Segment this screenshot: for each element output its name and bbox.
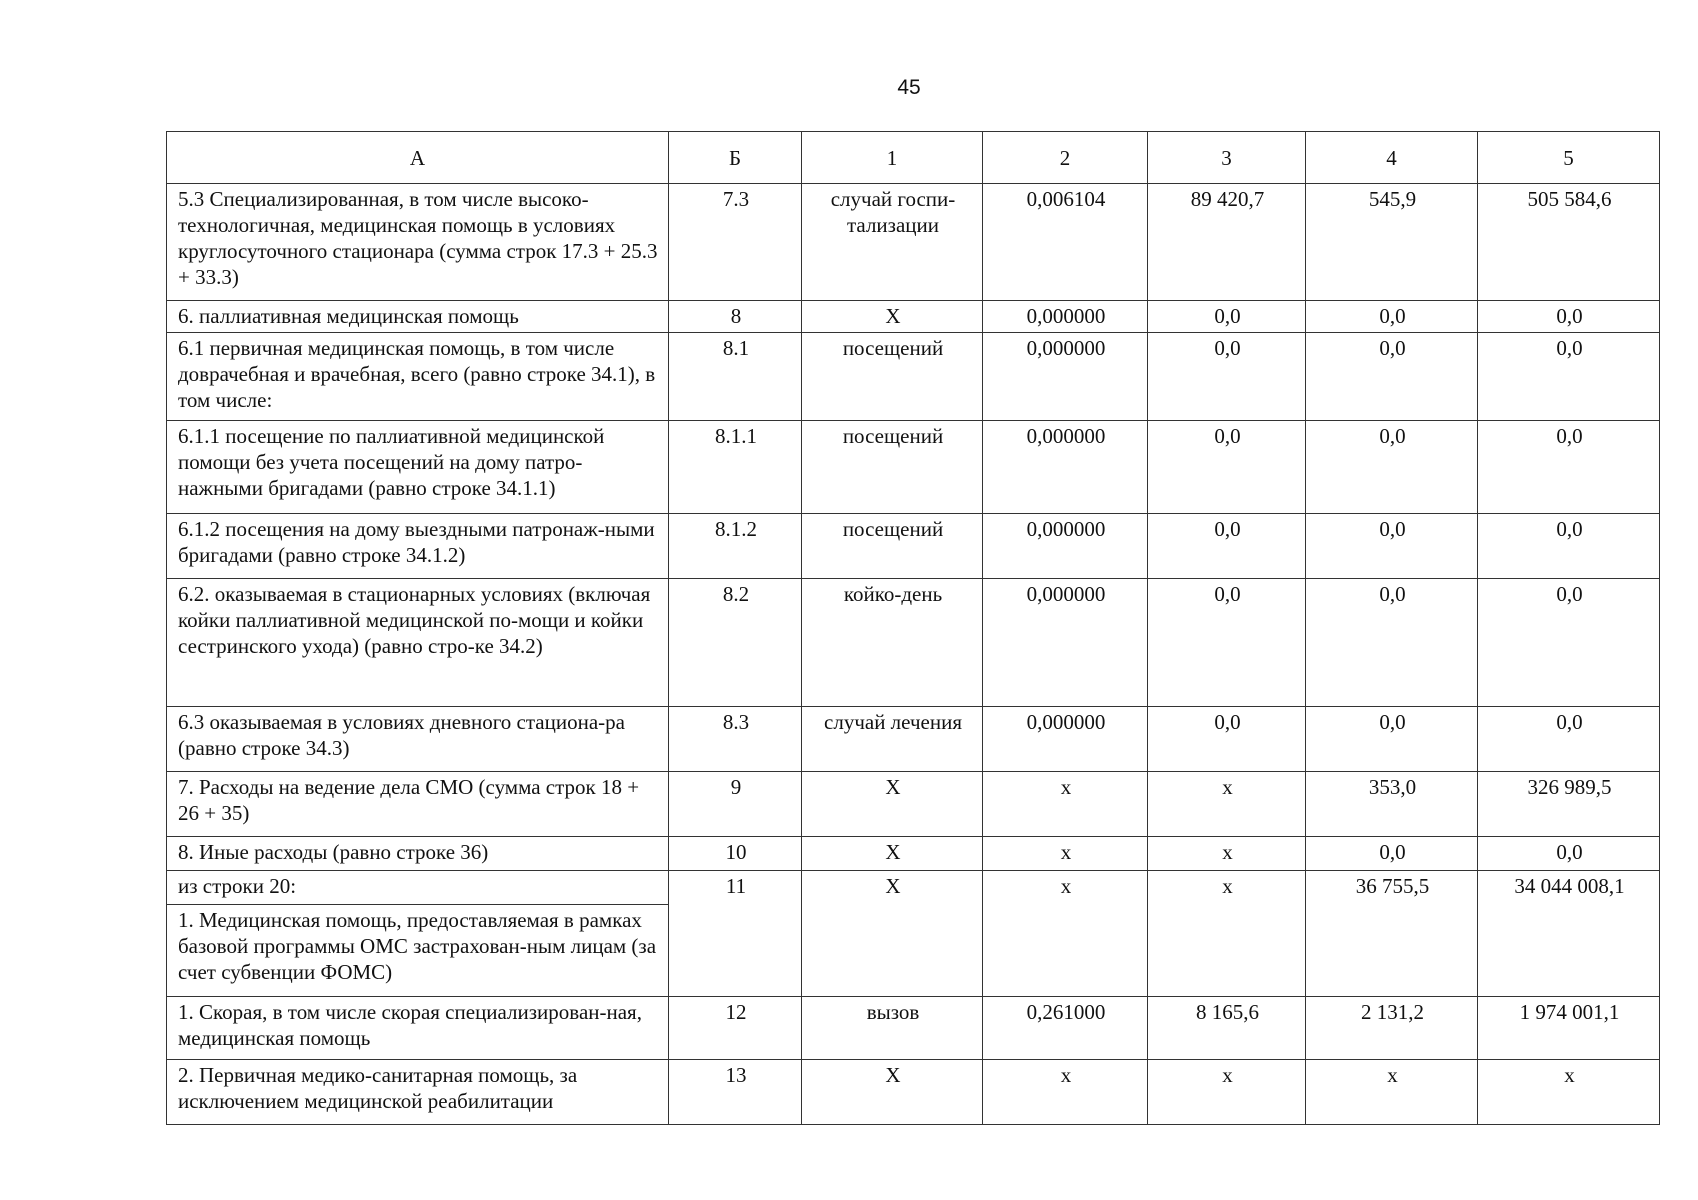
row-col-3: 0,0 xyxy=(1148,421,1306,514)
row-col-3: 0,0 xyxy=(1148,514,1306,579)
row-col-3: 89 420,7 xyxy=(1148,184,1306,301)
row-col-4: 0,0 xyxy=(1306,333,1478,421)
row-col-5: 505 584,6 xyxy=(1478,184,1660,301)
row-name: 1. Скорая, в том числе скорая специализирован-ная, медицинская помощь xyxy=(167,997,669,1060)
header-cell: А xyxy=(167,132,669,184)
table-row xyxy=(167,184,1660,301)
row-col-2: 0,000000 xyxy=(983,579,1148,707)
row-col-4: 545,9 xyxy=(1306,184,1478,301)
row-col-2: 0,000000 xyxy=(983,301,1148,333)
row-col-5: 0,0 xyxy=(1478,333,1660,421)
row-code: 7.3 xyxy=(669,184,802,301)
row-col-3: х xyxy=(1148,837,1306,871)
header-cell: 2 xyxy=(983,132,1148,184)
row-code: 8.1.2 xyxy=(669,514,802,579)
row-col-2: х xyxy=(983,772,1148,837)
row-code: 8 xyxy=(669,301,802,333)
row-col-4: 0,0 xyxy=(1306,421,1478,514)
table-row xyxy=(167,1060,1660,1125)
table-row xyxy=(167,514,1660,579)
table-row xyxy=(167,301,1660,333)
row-col-2: х xyxy=(983,837,1148,871)
row-name: 6. паллиативная медицинская помощь xyxy=(167,301,669,333)
header-cell: 4 xyxy=(1306,132,1478,184)
row-col-2: 0,261000 xyxy=(983,997,1148,1060)
row-name-from: из строки 20: xyxy=(167,871,669,905)
row-code: 8.2 xyxy=(669,579,802,707)
row-col-3: 0,0 xyxy=(1148,333,1306,421)
row-unit: случай госпи-тализации xyxy=(802,184,983,301)
row-col-4: 353,0 xyxy=(1306,772,1478,837)
row-col-5: 0,0 xyxy=(1478,421,1660,514)
row-unit: койко-день xyxy=(802,579,983,707)
table-row xyxy=(167,871,1660,905)
row-name: 6.1 первичная медицинская помощь, в том числе доврачебная и врачебная, всего (равно строке 34.1), в том числе: xyxy=(167,333,669,421)
row-col-5: 0,0 xyxy=(1478,707,1660,772)
row-col-2: 0,000000 xyxy=(983,514,1148,579)
row-unit: посещений xyxy=(802,421,983,514)
row-name: 1. Медицинская помощь, предоставляемая в рамках базовой программы ОМС застрахован-ным лицам (за счет субвенции ФОМС) xyxy=(167,905,669,997)
row-col-3: 8 165,6 xyxy=(1148,997,1306,1060)
row-col-5: 0,0 xyxy=(1478,301,1660,333)
row-col-4: 0,0 xyxy=(1306,301,1478,333)
row-col-4: 0,0 xyxy=(1306,579,1478,707)
row-name: 7. Расходы на ведение дела СМО (сумма строк 18 + 26 + 35) xyxy=(167,772,669,837)
row-col-5: 326 989,5 xyxy=(1478,772,1660,837)
row-name: 5.3 Специализированная, в том числе высоко-технологичная, медицинская помощь в условиях круглосуточного стационара (сумма строк 17.3 + 25.3 + 33.3) xyxy=(167,184,669,301)
row-col-4: 2 131,2 xyxy=(1306,997,1478,1060)
row-col-4: 36 755,5 xyxy=(1306,871,1478,997)
table-row xyxy=(167,772,1660,837)
row-col-3: 0,0 xyxy=(1148,301,1306,333)
row-col-2: х xyxy=(983,871,1148,997)
row-code: 8.3 xyxy=(669,707,802,772)
row-code: 8.1.1 xyxy=(669,421,802,514)
row-unit: Х xyxy=(802,871,983,997)
row-code: 10 xyxy=(669,837,802,871)
row-col-3: х xyxy=(1148,1060,1306,1125)
row-col-2: 0,006104 xyxy=(983,184,1148,301)
header-cell: 1 xyxy=(802,132,983,184)
data-table xyxy=(166,131,1660,1125)
row-name: 8. Иные расходы (равно строке 36) xyxy=(167,837,669,871)
header-cell: 3 xyxy=(1148,132,1306,184)
row-col-4: х xyxy=(1306,1060,1478,1125)
table-row xyxy=(167,421,1660,514)
row-col-2: 0,000000 xyxy=(983,707,1148,772)
row-code: 11 xyxy=(669,871,802,997)
row-col-2: 0,000000 xyxy=(983,333,1148,421)
row-col-2: 0,000000 xyxy=(983,421,1148,514)
row-name: 6.3 оказываемая в условиях дневного стациона-ра (равно строке 34.3) xyxy=(167,707,669,772)
table-row xyxy=(167,707,1660,772)
row-code: 13 xyxy=(669,1060,802,1125)
row-col-2: х xyxy=(983,1060,1148,1125)
row-col-3: х xyxy=(1148,772,1306,837)
row-unit: посещений xyxy=(802,514,983,579)
row-code: 12 xyxy=(669,997,802,1060)
row-col-5: 1 974 001,1 xyxy=(1478,997,1660,1060)
row-col-3: 0,0 xyxy=(1148,707,1306,772)
row-unit: Х xyxy=(802,1060,983,1125)
row-col-5: 34 044 008,1 xyxy=(1478,871,1660,997)
row-name: 2. Первичная медико-санитарная помощь, за исключением медицинской реабилитации xyxy=(167,1060,669,1125)
header-cell: 5 xyxy=(1478,132,1660,184)
row-unit: случай лечения xyxy=(802,707,983,772)
page-number: 45 xyxy=(897,76,921,99)
row-col-5: х xyxy=(1478,1060,1660,1125)
row-name: 6.1.2 посещения на дому выездными патронаж-ными бригадами (равно строке 34.1.2) xyxy=(167,514,669,579)
row-unit: Х xyxy=(802,837,983,871)
row-col-5: 0,0 xyxy=(1478,579,1660,707)
table-row xyxy=(167,837,1660,871)
row-code: 8.1 xyxy=(669,333,802,421)
row-unit: посещений xyxy=(802,333,983,421)
row-col-5: 0,0 xyxy=(1478,837,1660,871)
row-code: 9 xyxy=(669,772,802,837)
row-unit: Х xyxy=(802,301,983,333)
table-row xyxy=(167,333,1660,421)
header-cell: Б xyxy=(669,132,802,184)
row-unit: Х xyxy=(802,772,983,837)
row-col-5: 0,0 xyxy=(1478,514,1660,579)
row-col-3: 0,0 xyxy=(1148,579,1306,707)
row-col-4: 0,0 xyxy=(1306,837,1478,871)
header-row xyxy=(167,132,1660,184)
row-col-4: 0,0 xyxy=(1306,514,1478,579)
row-col-4: 0,0 xyxy=(1306,707,1478,772)
table-row xyxy=(167,997,1660,1060)
row-col-3: х xyxy=(1148,871,1306,997)
row-name: 6.2. оказываемая в стационарных условиях (включая койки паллиативной медицинской по-мощи и койки сестринского ухода) (равно стро-ке 34.2) xyxy=(167,579,669,707)
row-name: 6.1.1 посещение по паллиативной медицинской помощи без учета посещений на дому патро-нажными бригадами (равно строке 34.1.1) xyxy=(167,421,669,514)
table-row xyxy=(167,579,1660,707)
row-unit: вызов xyxy=(802,997,983,1060)
